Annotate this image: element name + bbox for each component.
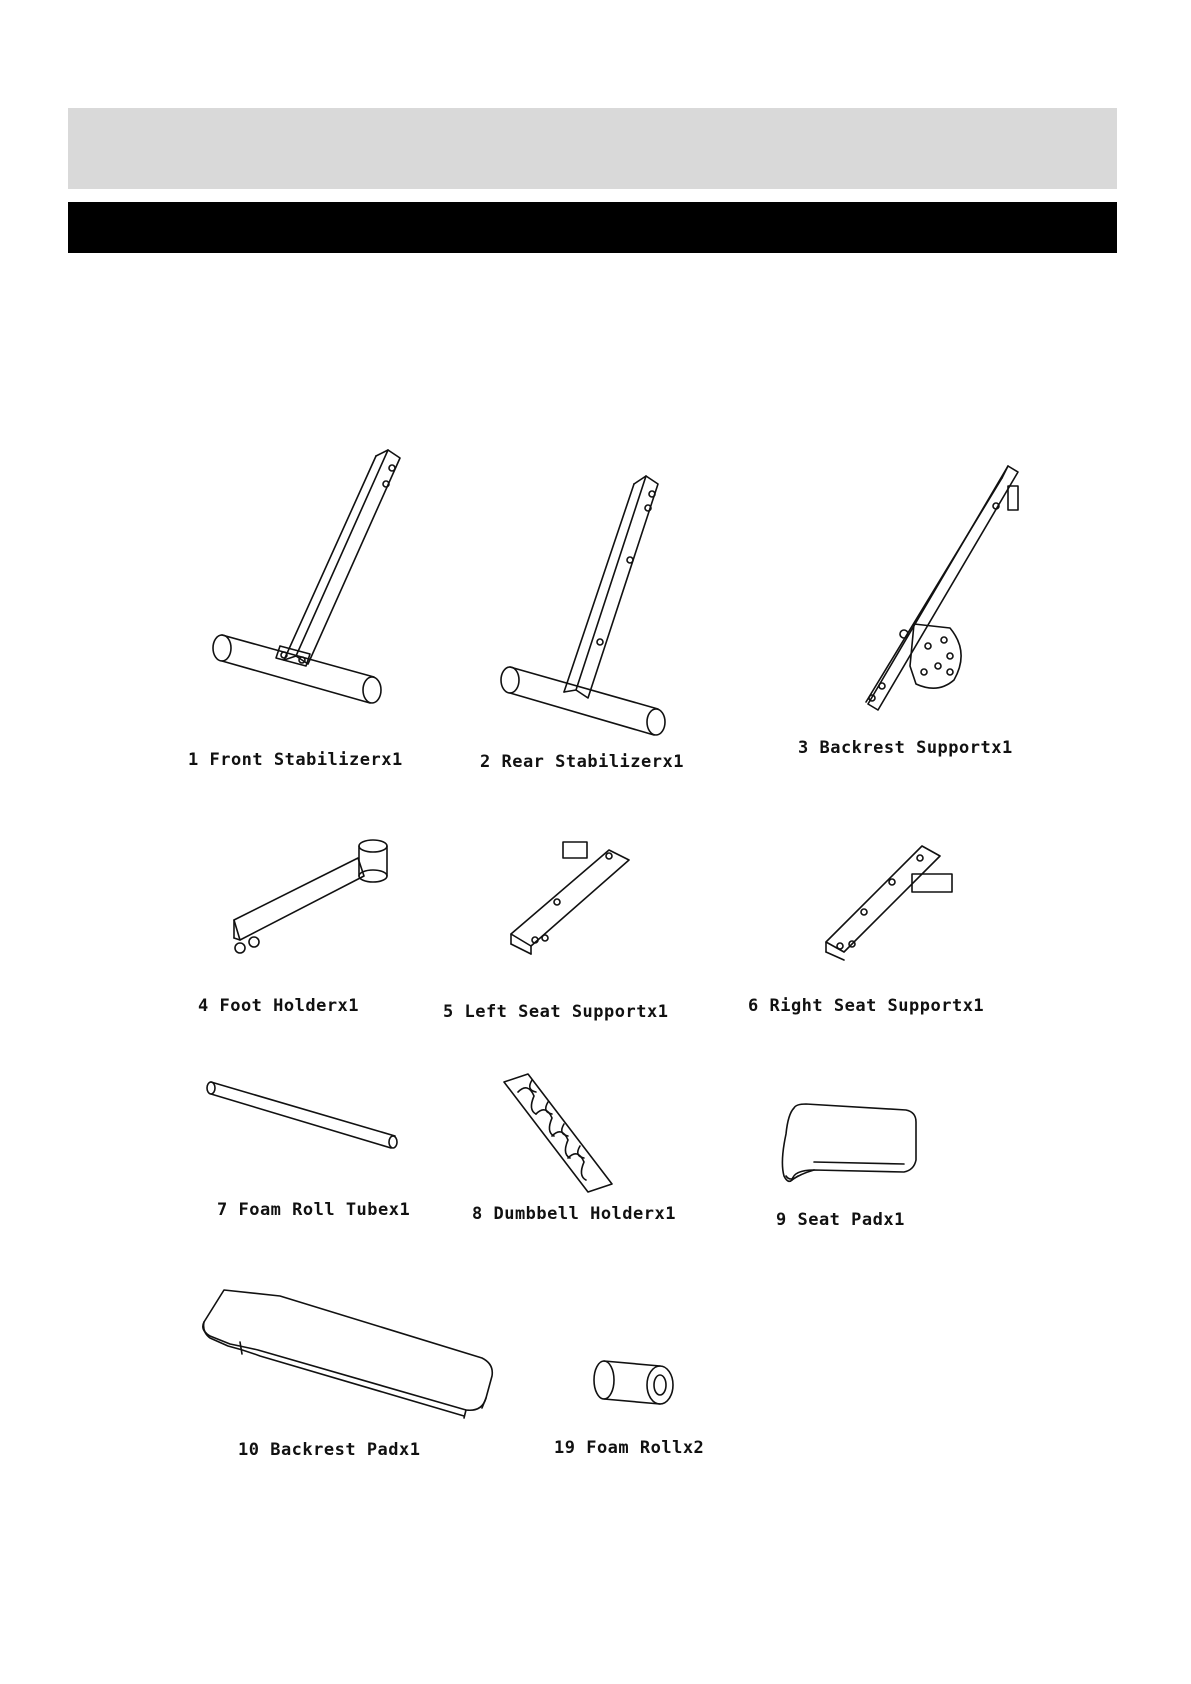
front-stabilizer-icon (210, 450, 410, 710)
part-foam-roll-tube (205, 1080, 411, 1220)
part-label: 1 Front Stabilizerx1 (188, 750, 403, 770)
part-rear-stabilizer (480, 476, 684, 772)
part-label: 2 Rear Stabilizerx1 (480, 752, 684, 772)
part-seat-pad (776, 1104, 920, 1230)
part-backrest-support (798, 466, 1038, 758)
part-left-seat-support (443, 842, 669, 1022)
part-label: 19 Foam Rollx2 (554, 1438, 705, 1458)
backrest-pad-icon (200, 1288, 500, 1428)
header-black-band (68, 202, 1117, 253)
part-front-stabilizer (188, 450, 410, 770)
foam-roll-tube-icon (205, 1080, 405, 1150)
part-label: 6 Right Seat Supportx1 (748, 996, 985, 1016)
rear-stabilizer-icon (498, 476, 678, 736)
seat-pad-icon (780, 1104, 920, 1188)
backrest-support-icon (858, 466, 1038, 716)
right-seat-support-icon (820, 842, 960, 958)
part-label: 4 Foot Holderx1 (198, 996, 360, 1016)
part-foam-roll (554, 1358, 705, 1458)
part-foot-holder (198, 836, 398, 1016)
part-right-seat-support (748, 842, 985, 1016)
dumbbell-holder-icon (500, 1074, 620, 1194)
part-label: 7 Foam Roll Tubex1 (217, 1200, 411, 1220)
part-label: 10 Backrest Padx1 (238, 1440, 421, 1460)
header-grey-band (68, 108, 1117, 189)
left-seat-support-icon (505, 842, 635, 952)
part-label: 9 Seat Padx1 (776, 1210, 905, 1230)
foam-roll-icon (590, 1358, 680, 1408)
part-dumbbell-holder (472, 1074, 676, 1224)
part-label: 8 Dumbbell Holderx1 (472, 1204, 676, 1224)
part-label: 3 Backrest Supportx1 (798, 738, 1013, 758)
foot-holder-icon (228, 836, 398, 966)
part-label: 5 Left Seat Supportx1 (443, 1002, 669, 1022)
part-backrest-pad (200, 1288, 500, 1460)
